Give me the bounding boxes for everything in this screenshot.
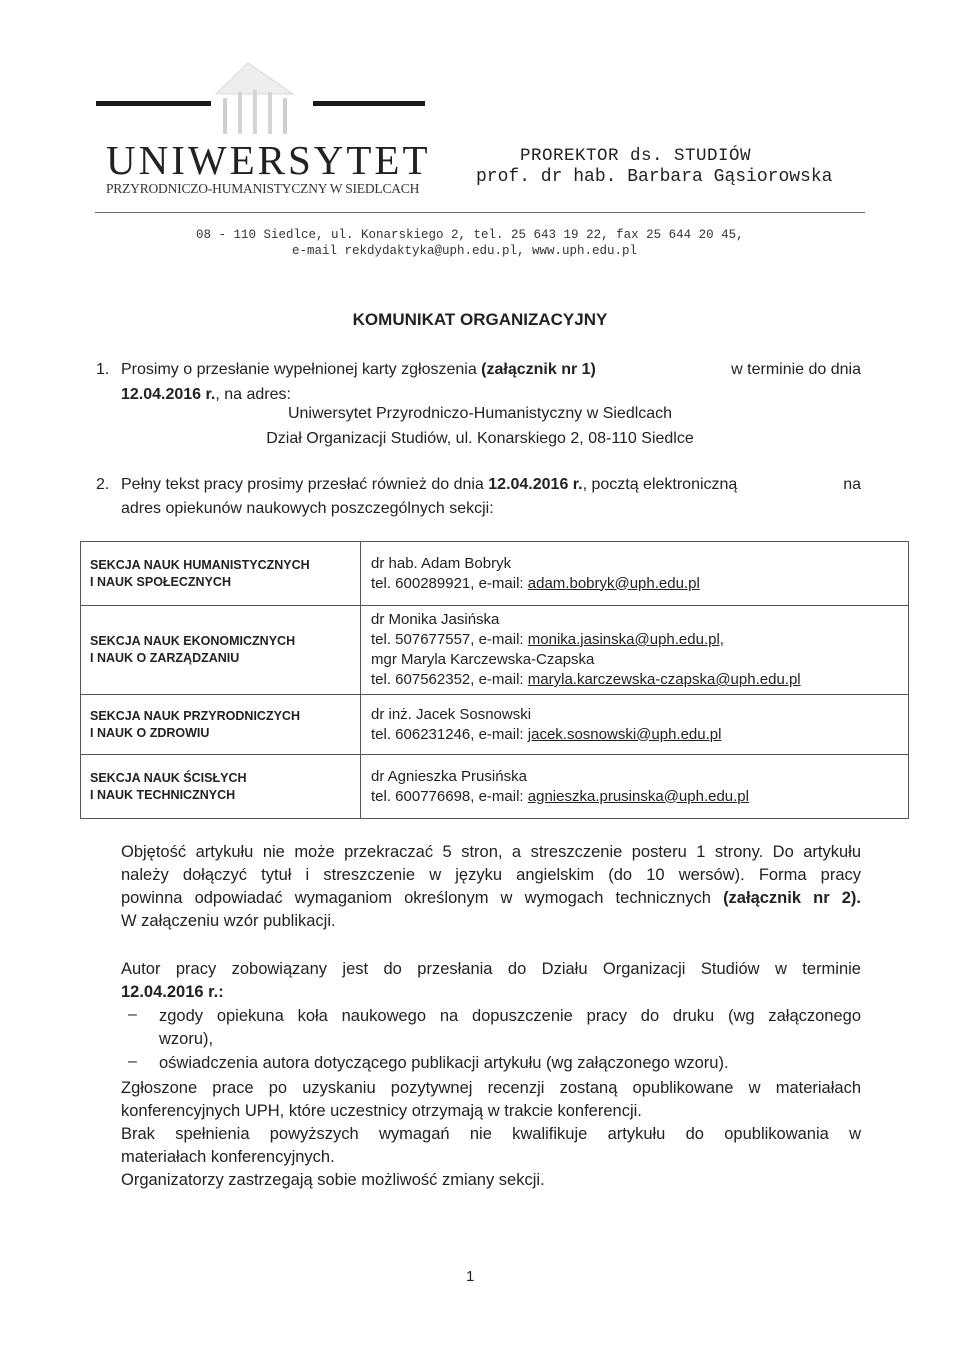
email-link[interactable]: agnieszka.prusinska@uph.edu.pl (527, 787, 749, 805)
bullet-item-1: zgody opiekuna koła naukowego na dopuszczenie pracy do druku (wg załączonego wzoru), (159, 1007, 861, 1048)
paragraph-volume: Objętość artykułu nie może przekraczać 5 stron, a streszczenie posteru 1 strony. Do artykułu należy dołączyć tytuł i streszczenie w języku angielskim (do 10 wersów). Forma pracy powinna odpowiadać wymaganiom określonym w wymogach technicznych (załącznik nr 2). W załączeniu wzór publikacji. (121, 843, 861, 930)
contact-name: dr inż. Jacek Sosnowski (371, 705, 532, 723)
paragraph-author-obligations: Autor pracy zobowiązany jest do przesłania do Działu Organizacji Studiów w terminie 12.04.2016 r.: (121, 960, 861, 1001)
item-2-text: Pełny tekst pracy prosimy przesłać również do dnia 12.04.2016 r., pocztą elektroniczną (121, 476, 738, 493)
bullet-item-2: oświadczenia autora dotyczącego publikacji artykułu (wg załączonego wzoru). (159, 1054, 729, 1072)
item-1-text-end: w terminie do dnia (731, 361, 861, 378)
logo-emblem (88, 60, 448, 140)
contact-name: dr hab. Adam Bobryk (371, 554, 512, 572)
item-1-number: 1. (96, 361, 110, 378)
item-2-line-2: adres opiekunów naukowych poszczególnych sekcji: (121, 500, 494, 517)
contact-tel: tel. 606231246, e-mail: jacek.sosnowski@uph.edu.pl (371, 725, 722, 743)
section-name: SEKCJA NAUK HUMANISTYCZNYCH I NAUK SPOŁECZNYCH (81, 542, 361, 606)
section-name: SEKCJA NAUK PRZYRODNICZYCH I NAUK O ZDROWIU (81, 695, 361, 755)
contact-tel: tel. 600289921, e-mail: adam.bobryk@uph.edu.pl (371, 574, 700, 592)
contact-tel: tel. 607562352, e-mail: maryla.karczewska-czapska@uph.edu.pl (371, 671, 801, 688)
contact-name: dr Agnieszka Prusińska (371, 767, 527, 785)
item-1-line-1 (121, 358, 861, 382)
item-2-line-1 (121, 473, 861, 497)
item-1-address-1: Uniwersytet Przyrodniczo-Humanistyczny w Siedlcach (287, 405, 673, 422)
contact-name: mgr Maryla Karczewska-Czapska (371, 651, 595, 668)
email-link[interactable]: monika.jasinska@uph.edu.pl, (527, 631, 724, 648)
contact-address (196, 227, 744, 259)
university-subtitle: PRZYRODNICZO-HUMANISTYCZNY W SIEDLCACH (106, 181, 420, 196)
page-number: 1 (466, 1268, 475, 1285)
sections-table (80, 541, 909, 819)
university-logo (88, 60, 448, 200)
item-2-text-end: na (843, 476, 861, 493)
email-link[interactable]: adam.bobryk@uph.edu.pl (527, 574, 700, 592)
section-contacts (361, 695, 909, 755)
item-2-number: 2. (96, 476, 110, 493)
item-1-line-2: 12.04.2016 r., na adres: (121, 386, 291, 403)
office-person: prof. dr hab. Barbara Gąsiorowska (476, 167, 833, 187)
paragraph-publication: Zgłoszone prace po uzyskaniu pozytywnej recenzji zostaną opublikowane w materiałach konferencyjnych UPH, które uczestnicy otrzymają w trakcie konferencji. Brak spełnienia powyższych wymagań nie kwalifikuje artykułu do opublikowania w materiałach konferencyjnych. Organizatorzy zastrzegają sobie możliwość zmiany sekcji. (121, 1079, 861, 1189)
item-1-deadline: 12.04.2016 r. (121, 386, 216, 403)
contact-name: dr Monika Jasińska (371, 611, 500, 628)
section-contacts (361, 755, 909, 819)
item-1-address-2: Dział Organizacji Studiów, ul. Konarskiego 2, 08-110 Siedlce (266, 430, 694, 447)
header-divider (95, 212, 865, 213)
section-name: SEKCJA NAUK ŚCISŁYCH I NAUK TECHNICZNYCH (81, 755, 361, 819)
contact-tel: tel. 600776698, e-mail: agnieszka.prusinska@uph.edu.pl (371, 787, 749, 805)
address-line-2: e-mail rekdydaktyka@uph.edu.pl, www.uph.edu.pl (292, 244, 638, 258)
table-row (81, 695, 909, 755)
section-contacts (361, 606, 909, 695)
email-link[interactable]: maryla.karczewska-czapska@uph.edu.pl (527, 671, 801, 688)
table-row (81, 606, 909, 695)
office-title: PROREKTOR ds. STUDIÓW (520, 146, 752, 166)
bullet-dash: – (128, 1006, 137, 1023)
contact-tel: tel. 507677557, e-mail: monika.jasinska@uph.edu.pl, (371, 631, 724, 648)
item-1-text: Prosimy o przesłanie wypełnionej karty zgłoszenia (załącznik nr 1) (121, 361, 596, 378)
section-contacts (361, 542, 909, 606)
university-name: UNIWERSYTET (106, 137, 431, 183)
document-title: KOMUNIKAT ORGANIZACYJNY (352, 310, 608, 329)
section-name: SEKCJA NAUK EKONOMICZNYCH I NAUK O ZARZĄDZANIU (81, 606, 361, 695)
bullet-dash: – (128, 1053, 137, 1070)
email-link[interactable]: jacek.sosnowski@uph.edu.pl (527, 725, 722, 743)
address-line-1: 08 - 110 Siedlce, ul. Konarskiego 2, tel. 25 643 19 22, fax 25 644 20 45, (196, 228, 744, 242)
table-row (81, 542, 909, 606)
table-row (81, 755, 909, 819)
